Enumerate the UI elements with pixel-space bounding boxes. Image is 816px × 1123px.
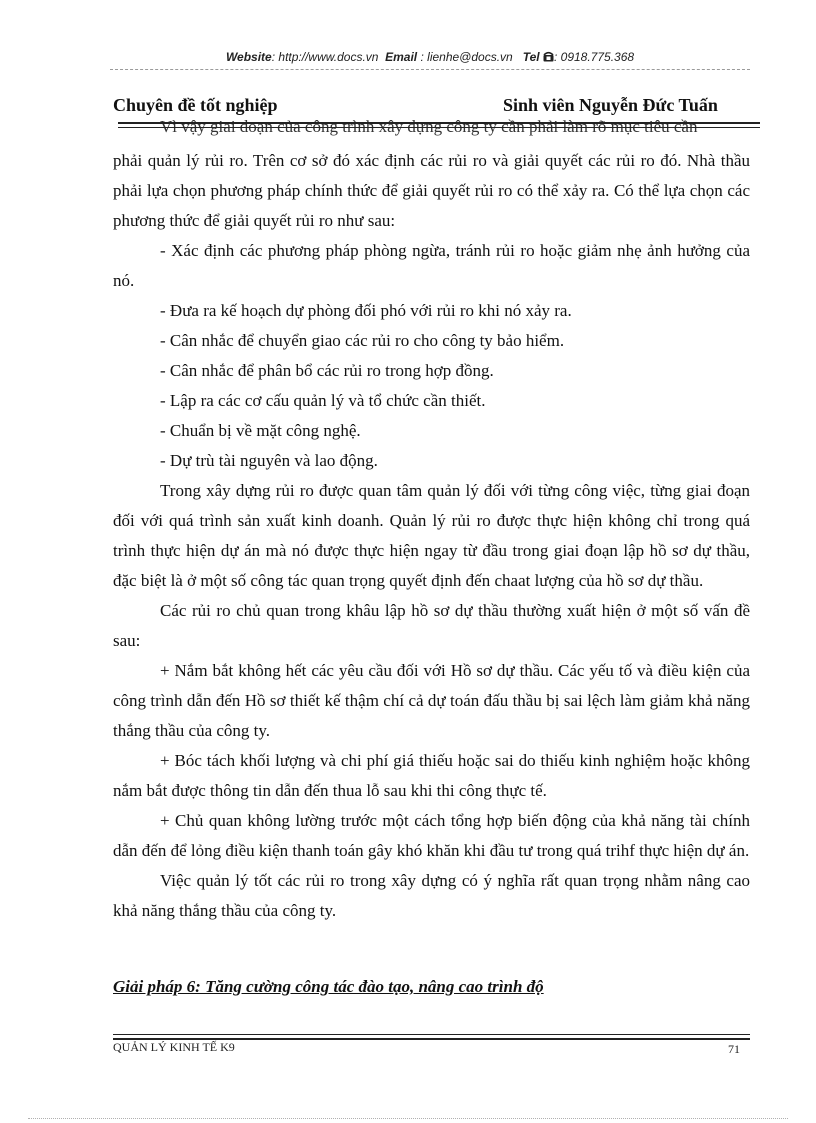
site-banner bbox=[110, 50, 750, 64]
paragraph: - Chuẩn bị về mặt công nghệ. bbox=[160, 421, 361, 440]
phone-icon bbox=[543, 52, 554, 62]
paragraph: - Cân nhắc để chuyển giao các rủi ro cho công ty bảo hiểm. bbox=[160, 331, 565, 350]
header-divider-thin bbox=[118, 127, 760, 128]
paragraph: - Lập ra các cơ cấu quản lý và tổ chức cần thiết. bbox=[160, 391, 486, 410]
section-heading: Giải pháp 6: Tăng cường công tác đào tạo, nâng cao trình độ bbox=[113, 977, 544, 996]
email-label: Email bbox=[385, 50, 418, 64]
banner-divider bbox=[110, 69, 750, 70]
paragraph: - Dự trù tài nguyên và lao động. bbox=[160, 451, 378, 470]
paragraph: + Nắm bắt không hết các yêu cầu đối với Hồ sơ dự thầu. Các yếu tố và điều kiện của công trình dẫn đến Hồ sơ thiết kế thậm chí cả dự toán đấu thầu bị sai lệch làm giảm khả năng thắng thầu của công ty. bbox=[113, 661, 750, 740]
footer-divider-thin bbox=[113, 1034, 750, 1035]
website-label: Website bbox=[225, 50, 272, 64]
paragraph: + Bóc tách khối lượng và chi phí giá thiếu hoặc sai do thiếu kinh nghiệm hoặc không nắm bắt được thông tin dẫn đến thua lỗ sau khi thi công thực tế. bbox=[113, 751, 750, 800]
paragraph: Trong xây dựng rủi ro được quan tâm quản lý đối với từng công việc, từng giai đoạn đối với quá trình sản xuất kinh doanh. Quản lý rủi ro được thực hiện không chỉ trong quá trình thực hiện dự án mà nó được thực hiện ngay từ đầu trong giai đoạn lập hồ sơ dự thầu, đặc biệt là ở một số công tác quan trọng quyết định đến chaat lượng của hồ sơ dự thầu. bbox=[113, 481, 750, 590]
document-topic: Chuyên đề tốt nghiệp bbox=[113, 95, 278, 115]
clipped-text: Vì vậy giai đoạn của công trình xây dựng công ty cần phải làm rõ mục tiêu cần bbox=[160, 117, 698, 136]
student-name: Sinh viên Nguyễn Đức Tuấn bbox=[503, 95, 718, 115]
tel-label: Tel bbox=[522, 50, 540, 64]
paragraph: - Xác định các phương pháp phòng ngừa, tránh rủi ro hoặc giảm nhẹ ảnh hưởng của nó. bbox=[113, 241, 750, 290]
page-number: 71 bbox=[728, 1042, 740, 1056]
paragraph: Việc quản lý tốt các rủi ro trong xây dựng có ý nghĩa rất quan trọng nhằm nâng cao khả năng thắng thầu của công ty. bbox=[113, 871, 750, 920]
website-url[interactable]: : http://www.docs.vn bbox=[271, 50, 379, 64]
footer-course: QUẢN LÝ KINH TẾ K9 bbox=[113, 1040, 235, 1054]
paragraph: - Đưa ra kế hoạch dự phòng đối phó với rủi ro khi nó xảy ra. bbox=[160, 301, 572, 320]
body-text bbox=[113, 146, 750, 926]
header-divider-thick bbox=[118, 122, 760, 124]
paragraph: - Cân nhắc để phân bổ các rủi ro trong hợp đồng. bbox=[160, 361, 494, 380]
paragraph: + Chủ quan không lường trước một cách tổng hợp biến động của khả năng tài chính dẫn đến để lỏng điều kiện thanh toán gây khó khăn khi đầu tư trong quá trihf thực hiện dự án. bbox=[113, 811, 750, 860]
phone-number: : 0918.775.368 bbox=[553, 50, 635, 64]
paragraph: Các rủi ro chủ quan trong khâu lập hồ sơ dự thầu thường xuất hiện ở một số vấn đề sau: bbox=[113, 601, 750, 650]
page-bottom-divider bbox=[28, 1118, 788, 1119]
email-address[interactable]: : lienhe@docs.vn bbox=[420, 50, 513, 64]
paragraph: phải quản lý rủi ro. Trên cơ sở đó xác định các rủi ro và giải quyết các rủi ro đó. Nhà thầu phải lựa chọn phương pháp chính thức để giải quyết rủi ro có thể xảy ra. Có thể lựa chọn các phương thức để giải quyết rủi ro như sau: bbox=[113, 151, 750, 230]
